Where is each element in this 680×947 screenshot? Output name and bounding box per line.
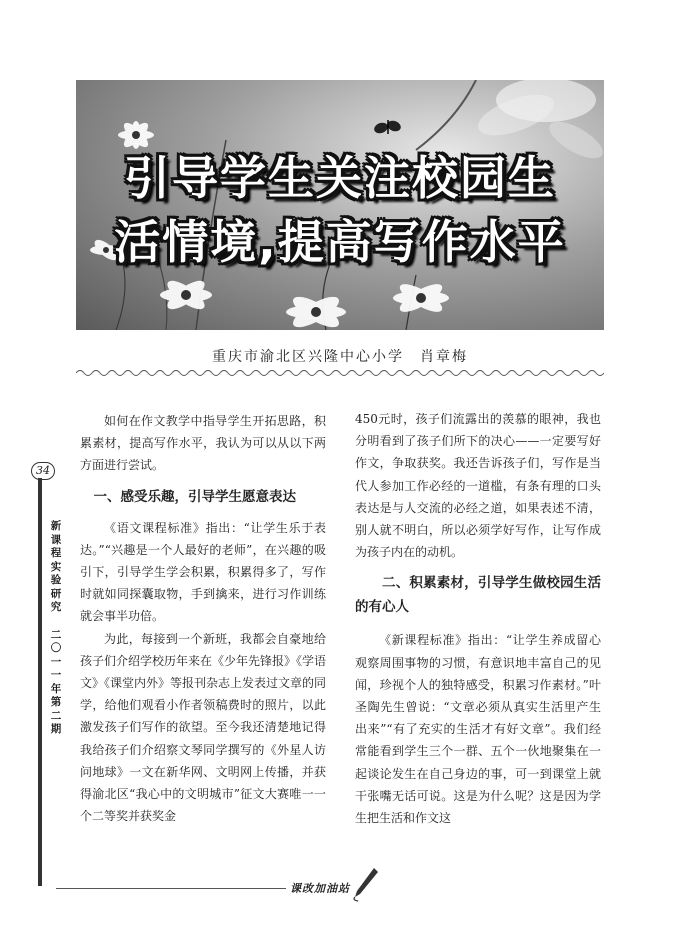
paragraph-continued: 450元时，孩子们流露出的羡慕的眼神，我也分明看到了孩子们所下的决心——一定要写好作文，争取获奖。我还告诉孩子们，写作是当代人参加工作必经的一道槛，有条有理的口头表达是与人交流的必经之道，如果表述不清，别人就不明白，所以必须学好写作，让写作成为孩子内在的动机。 (355, 412, 601, 560)
footer-rule (56, 888, 286, 889)
journal-vertical-label (48, 520, 64, 737)
pen-icon (352, 866, 380, 902)
journal-name: 新 课 程 实 验 研 究 (50, 520, 62, 613)
left-column (80, 410, 326, 827)
paragraph-3: 《新课程标准》指出：“让学生养成留心观察周围事物的习惯，有意识地丰富自己的见闻，珍视个人的独特感受，积累习作素材。”叶圣陶先生曾说：“文章必须从真实生活里产生出来”“有了充实的生活才有好文章”。我们经常能看到学生三个一群、五个一伙地聚集在一起谈论发生在自己身边的事，可一到课堂上就干张嘴无话可说。这是为什么呢？这是因为学生把生活和作文这 (355, 633, 601, 826)
column-label: 课改加油站 (290, 882, 350, 895)
paragraph-2: 为此，每接到一个新班，我都会自豪地给孩子们介绍学校历年来在《少年先锋报》《学语文》《课堂内外》等报刊杂志上发表过文章的同学，给他们观看小作者领稿费时的照片，以此激发孩子们写作的欲望。至今我还清楚地记得我给孩子们介绍察文琴同学撰写的《外星人访问地球》一文在新华网、文明网上传播，并获得渝北区“我心中的文明城市”征文大赛唯一一个二等奖并获奖金 (80, 631, 327, 824)
right-column (355, 408, 601, 829)
article-title-line-1: 引导学生关注校园生 (124, 151, 556, 205)
title-banner (76, 80, 604, 330)
intro-paragraph: 如何在作文教学中指导学生开拓思路，积累素材，提高写作水平，我认为可以从以下两方面进行尝试。 (80, 414, 326, 473)
section-heading-2: 二、积累素材，引导学生做校园生活的有心人 (355, 575, 601, 616)
paragraph-1: 《语文课程标准》指出：“让学生乐于表达。”“兴趣是一个人最好的老师”，在兴趣的吸引下，引导学生学会积累，积累得多了，写作时就如同探囊取物，手到擒来，进行习作训练就会事半功倍。 (80, 520, 326, 624)
butterfly-icon (373, 119, 403, 135)
sidebar-rule (38, 478, 42, 886)
page-number: 34 (31, 462, 55, 480)
journal-issue: 二 〇 一 一 年 第 二 期 (50, 628, 62, 735)
author-byline: 重庆市渝北区兴隆中心小学 肖章梅 (212, 349, 468, 365)
section-heading-1: 一、感受乐趣，引导学生愿意表达 (93, 488, 296, 505)
wavy-divider (76, 368, 604, 378)
article-title-line-2: 活情境,提高写作水平 (114, 215, 566, 269)
